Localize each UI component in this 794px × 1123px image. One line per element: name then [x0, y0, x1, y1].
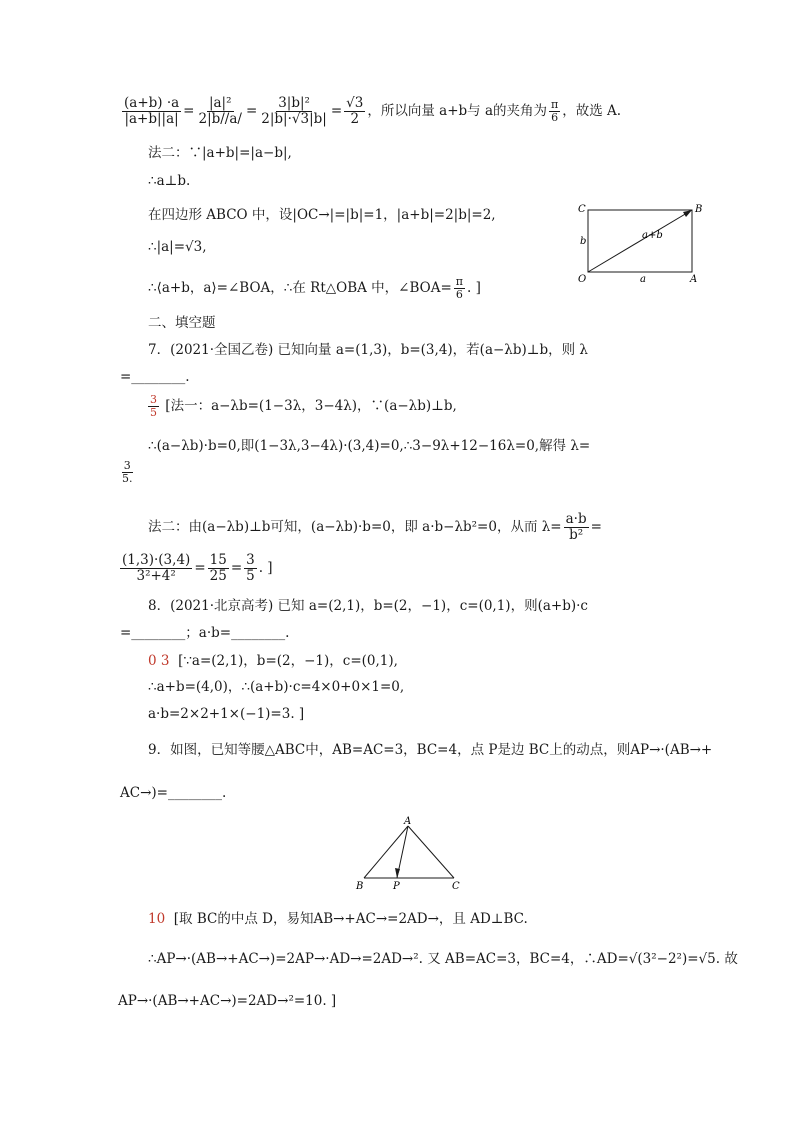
ap-arrowhead [395, 868, 400, 878]
q9-line-2: AC→)=________. [120, 785, 227, 801]
label-O: O [578, 274, 587, 285]
q7-fraction-3-5: $\frac{3}{5.}$ [122, 459, 133, 485]
label-A: A [690, 274, 698, 285]
label-diag: a+b [642, 230, 663, 241]
label-P: P [393, 881, 400, 892]
q7-fraction-15-25: $\frac{15}{25}$ [209, 552, 227, 584]
q9-solution-1: 10 [取 BC的中点 D，易知AB→+AC→=2AD→，且 AD⊥BC. [148, 911, 528, 927]
q8-line-1: 8．(2021·北京高考) 已知 a=(2,1)，b=(2，−1)，c=(0,1)，则(a+b)·c [148, 598, 588, 614]
solution-line-4: 在四边形 ABCO 中，设|OC→|=|b|=1，|a+b|=2|b|=2, [148, 207, 496, 223]
solution-line-1: $\frac{(a+b) \cdot a}{|a+b||a|}$ = $\frac{\text{|a|²}}{2|b//a/}$ = $\frac{\text{3|b|²}}{2|b|\cdot√3|b|}$ = $\frac{√3}{2}$ ，所以向量 a+b与 a的夹角为 $\frac{\pi}{6}$ ，故选 A. [124, 95, 622, 127]
q9-answer: 10 [148, 911, 166, 927]
label-C: C [578, 204, 586, 215]
section-heading: 二、填空题 [148, 315, 216, 331]
q7-fraction-dot: $\frac{(1,3)\cdot(3,4)}{\text{3²+4²}}$ [122, 552, 191, 584]
fraction-3: $\frac{\text{3|b|²}}{2|b|\cdot√3|b|}$ [261, 95, 327, 127]
q7-answer: $\frac{3}{5}$ [150, 393, 157, 419]
q8-solution-3: a·b=2×2+1×(−1)=3. ] [148, 706, 305, 722]
label-side-a: a [640, 274, 646, 285]
q8-solution-2: ∴a+b=(4,0)，∴(a+b)·c=4×0+0×1=0, [148, 679, 405, 695]
q7-solution-5: $\frac{(1,3)\cdot(3,4)}{\text{3²+4²}}$ = $\frac{15}{25}$ = $\frac{3}{5}$ . ] [122, 552, 273, 584]
q9-solution-3: AP→·(AB→+AC→)=2AD→²=10. ] [118, 993, 337, 1009]
solution-line-5: ∴|a|=√3, [148, 239, 207, 255]
label-B: B [356, 881, 364, 892]
q9-line-1: 9．如图，已知等腰△ABC中，AB=AC=3，BC=4，点 P是边 BC上的动点，则AP→·(AB→+ [148, 742, 713, 758]
q9-solution-2: ∴AP→·(AB→+AC→)=2AP→·AD→=2AD→². 又 AB=AC=3，BC=4，∴AD=√(3²−2²)=√5. 故 [148, 951, 738, 967]
q7-line-1: 7．(2021·全国乙卷) 已知向量 a=(1,3)，b=(3,4)，若(a−λb)⊥b，则 λ [148, 342, 588, 358]
diagonal-arrowhead [683, 210, 692, 217]
solution-line-3: ∴a⊥b. [148, 173, 191, 189]
q7-fraction-ab-b2: $\frac{a\cdot b}{\text{b²}}$ [565, 511, 587, 543]
fraction-pi-6: $\frac{\pi}{6}$ [455, 275, 464, 301]
diagonal-line [588, 210, 692, 272]
label-A: A [404, 816, 412, 827]
fraction-5: $\frac{\pi}{6}$ [551, 98, 559, 124]
q8-answer: 0 3 [148, 653, 170, 669]
q7-solution-2: ∴(a−λb)·b=0,即(1−3λ,3−4λ)·(3,4)=0,∴3−9λ+12−16λ=0,解得 λ= [148, 438, 591, 454]
q8-solution-1: 0 3 [∵a=(2,1)，b=(2，−1)，c=(0,1), [148, 653, 398, 669]
side-AC [408, 826, 454, 878]
q7-solution-3 [118, 460, 137, 485]
fraction-1: $\frac{(a+b) \cdot a}{|a+b||a|}$ [124, 95, 180, 127]
label-side-b: b [580, 236, 587, 247]
solution-line-2: 法二：∵|a+b|=|a−b|, [148, 145, 292, 161]
fraction-4: $\frac{√3}{2}$ [346, 95, 364, 127]
q7-solution-4: 法二：由(a−λb)⊥b可知，(a−λb)·b=0，即 a·b−λb²=0，从而 λ= $\frac{a\cdot b}{\text{b²}}$ = [148, 511, 602, 543]
label-C: C [452, 881, 460, 892]
q8-line-2: =________；a·b=________. [120, 625, 290, 641]
triangle-figure [350, 812, 480, 896]
q7-solution-1: $\frac{3}{5}$ [法一：a−λb=(1−3λ，3−4λ)，∵(a−λb)⊥b, [150, 393, 457, 419]
rectangle-figure [572, 196, 712, 292]
side-AB [364, 826, 408, 878]
label-B: B [695, 204, 703, 215]
q7-line-2: =________. [120, 369, 190, 385]
fraction-2: $\frac{\text{|a|²}}{2|b//a/}$ [198, 95, 242, 127]
solution-line-6: ∴⟨a+b，a⟩=∠BOA，∴在 Rt△OBA 中，∠BOA= $\frac{\pi}{6}$ . ] [148, 275, 481, 301]
q7-fraction-3-5b: $\frac{3}{5}$ [246, 552, 255, 584]
